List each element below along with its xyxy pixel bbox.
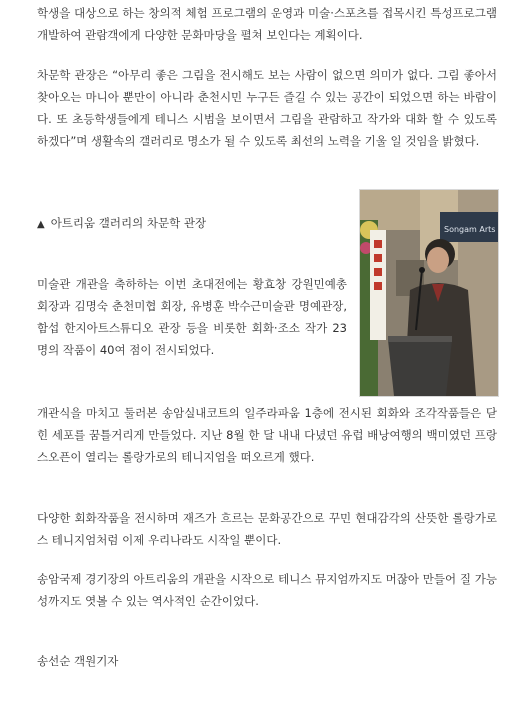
article-paragraph-3: 미술관 개관을 축하하는 이번 초대전에는 황효창 강원민예총 회장과 김명숙 춘천미협 회장, 유병훈 박수근미술관 명예관장, 함섭 한지아트스튜디오 관장 등을 비롯한 회화·조소 작가 23명의 작품이 40여 점이 전시되었다.: [37, 277, 347, 357]
photo-caption-text: 아트리움 갤러리의 차문학 관장: [50, 216, 207, 230]
article-paragraph-6: 송암국제 경기장의 아트리움의 개관을 시작으로 테니스 뮤지엄까지도 머잖아 만들어 질 가능성까지도 엿볼 수 있는 역사적인 순간이었다.: [37, 572, 497, 608]
article-paragraph-1: 학생을 대상으로 하는 창의적 체험 프로그램의 운영과 미술·스포츠를 접목시킨 특성프로그램 개발하여 관람객에게 다양한 문화마당을 펼쳐 보인다는 계획이다.: [37, 6, 497, 42]
article-paragraph-5: 다양한 회화작품을 전시하며 재즈가 흐르는 문화공간으로 꾸민 현대감각의 산뜻한 롤랑가로스 테니지엄처럼 이제 우리나라도 시작일 뿐이다.: [37, 511, 497, 547]
building-sign-text: Songam Arts: [444, 225, 496, 234]
article-paragraph-4: 개관식을 마치고 둘러본 송암실내코트의 일주라파움 1층에 전시된 회화와 조각작품들은 닫힌 세포를 꿈틀거리게 만들었다. 지난 8월 한 달 내내 다녔던 유럽 배낭여행의 백미였던 프랑스오픈이 열리는 롤랑가로의 테니지엄을 떠오르게 했다.: [37, 406, 497, 464]
photo-caption: [37, 212, 206, 236]
byline: 송선순 객원기자: [37, 654, 119, 668]
curator-photo: [359, 189, 499, 397]
article-paragraph-2: 차문학 관장은 “아무리 좋은 그림을 전시해도 보는 사람이 없으면 의미가 없다. 그림 좋아서 찾아오는 마니아 뿐만이 아니라 춘천시민 누구든 즐길 수 있는 공간이 되었으면 하는 바람이다. 또 초등학생들에게 테니스 시범을 보이면서 그림을 관람하고 작가와 대화 할 수 있도록 하겠다”며 생활속의 갤러리로 명소가 될 수 있도록 최선의 노력을 기울 일 것임을 밝혔다.: [37, 68, 497, 148]
triangle-icon: ▲: [37, 219, 45, 230]
